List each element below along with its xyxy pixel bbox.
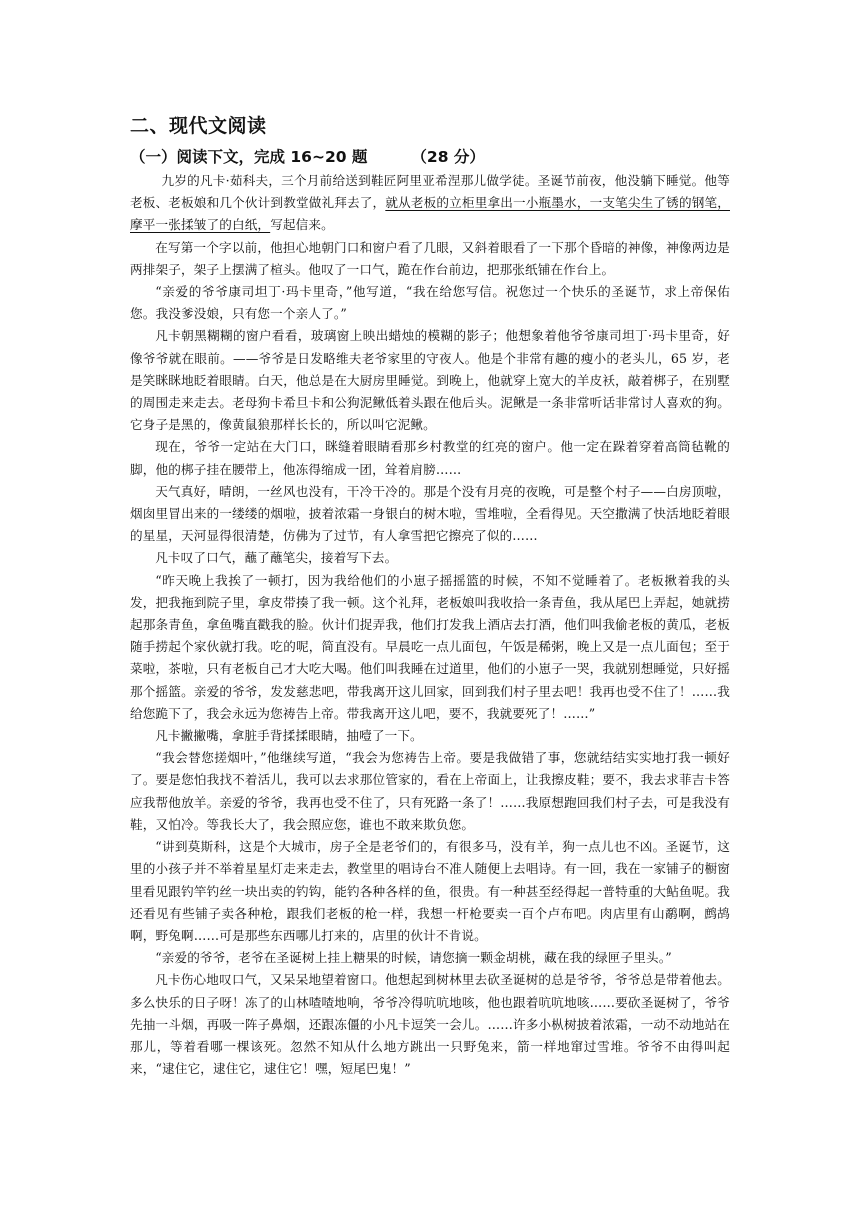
paragraph-5: 现在，爷爷一定站在大门口，眯缝着眼睛看那乡村教堂的红亮的窗户。他一定在跺着穿着高筒毡靴的脚，他的梆子挂在腰带上，他冻得缩成一团，耸着肩膀…… xyxy=(130,439,730,477)
paragraph-1 xyxy=(130,170,730,237)
underlined-passage: 就从老板的立柜里拿出一小瓶墨水，一支笔尖生了锈的钢笔，摩平一张揉皱了的白纸， xyxy=(130,195,730,233)
paragraph-6: 天气真好，晴朗，一丝风也没有，干冷干冷的。那是个没有月亮的夜晚，可是整个村子——白房顶啦，烟囱里冒出来的一缕缕的烟啦，披着浓霜一身银白的树木啦，雪堆啦，全看得见。天空撒满了快活地眨着眼的星星，天河显得很清楚，仿佛为了过节，有人拿雪把它擦亮了似的…… xyxy=(130,483,730,544)
paragraph-10: “我会替您搓烟叶，”他继续写道，“我会为您祷告上帝。要是我做错了事，您就结结实实地打我一顿好了。要是您怕我找不着活儿，我可以去求那位管家的，看在上帝面上，让我擦皮鞋；要不，我去求菲吉卡答应我帮他放羊。亲爱的爷爷，我再也受不住了，只有死路一条了！……我原想跑回我们村子去，可是我没有鞋，又怕冷。等我长大了，我会照应您，谁也不敢来欺负您。 xyxy=(130,750,730,832)
paragraph-1-tail: 写起信来。 xyxy=(270,217,334,233)
paragraph-3: “亲爱的爷爷康司坦丁·玛卡里奇，”他写道，“我在给您写信。祝您过一个快乐的圣诞节，求上帝保佑您。我没爹没娘，只有您一个亲人了。” xyxy=(130,284,730,322)
section-title: 二、现代文阅读 xyxy=(130,115,267,137)
paragraph-4: 凡卡朝黑糊糊的窗户看看，玻璃窗上映出蜡烛的模糊的影子；他想象着他爷爷康司坦丁·玛卡里奇，好像爷爷就在眼前。——爷爷是日发略维夫老爷家里的守夜人。他是个非常有趣的瘦小的老头儿，65 岁，老是笑眯眯地眨着眼睛。白天，他总是在大厨房里睡觉。到晚上，他就穿上宽大的羊皮袄，敲着梆子，在别墅的周围走来走去。老母狗卡希旦卡和公狗泥鳅低着头跟在他后头。泥鳅是一条非常听话非常讨人喜欢的狗。它身子是黑的，像黄鼠狼那样长长的，所以叫它泥鳅。 xyxy=(130,328,730,433)
paragraph-1-lead: 九岁的凡卡·茹科夫，三个月前给送到鞋匠阿里亚希涅那儿做学徒。圣诞节前夜，他没躺下睡觉。他等老板、老板娘和几个伙计到教堂做礼拜去了， xyxy=(130,173,730,211)
paragraph-12: “亲爱的爷爷，老爷在圣诞树上挂上糖果的时候，请您摘一颗金胡桃，藏在我的绿匣子里头。” xyxy=(155,950,672,966)
paragraph-9: 凡卡撇撇嘴，拿脏手背揉揉眼睛，抽噎了一下。 xyxy=(155,728,423,744)
task-score: （28 分） xyxy=(411,148,485,166)
task-title: （一）阅读下文，完成 16~20 题 xyxy=(130,148,368,166)
paragraph-13: 凡卡伤心地叹口气，又呆呆地望着窗口。他想起到树林里去砍圣诞树的总是爷爷，爷爷总是带着他去。多么快乐的日子呀！冻了的山林喳喳地响，爷爷冷得吭吭地咳，他也跟着吭吭地咳……要砍圣诞树了，爷爷先抽一斗烟，再吸一阵子鼻烟，还跟冻僵的小凡卡逗笑一会儿。……许多小枞树披着浓霜，一动不动地站在那儿，等着看哪一棵该死。忽然不知从什么地方跳出一只野兔来，箭一样地窜过雪堆。爷爷不由得叫起来，“逮住它，逮住它，逮住它！嘿，短尾巴鬼！” xyxy=(130,972,730,1077)
paragraph-8: “昨天晚上我挨了一顿打，因为我给他们的小崽子摇摇篮的时候，不知不觉睡着了。老板揪着我的头发，把我拖到院子里，拿皮带揍了我一顿。这个礼拜，老板娘叫我收拾一条青鱼，我从尾巴上弄起，她就捞起那条青鱼，拿鱼嘴直戳我的脸。伙计们捉弄我，他们打发我上酒店去打酒，他们叫我偷老板的黄瓜，老板随手捞起个家伙就打我。吃的呢，简直没有。早晨吃一点儿面包，午饭是稀粥，晚上又是一点儿面包；至于菜啦，茶啦，只有老板自己才大吃大喝。他们叫我睡在过道里，他们的小崽子一哭，我就别想睡觉，只好摇那个摇篮。亲爱的爷爷，发发慈悲吧，带我离开这儿回家，回到我们村子里去吧！我再也受不住了！……我给您跪下了，我会永远为您祷告上帝。带我离开这儿吧，要不，我就要死了！……” xyxy=(130,572,730,721)
paragraph-2: 在写第一个字以前，他担心地朝门口和窗户看了几眼，又斜着眼看了一下那个昏暗的神像，神像两边是两排架子，架子上摆满了楦头。他叹了一口气，跪在作台前边，把那张纸铺在作台上。 xyxy=(130,239,730,277)
document-page xyxy=(130,112,730,1080)
paragraph-7: 凡卡叹了口气，蘸了蘸笔尖，接着写下去。 xyxy=(155,550,398,566)
paragraph-11: “讲到莫斯科，这是个大城市，房子全是老爷们的，有很多马，没有羊，狗一点儿也不凶。圣诞节，这里的小孩子并不举着星星灯走来走去，教堂里的唱诗台不准人随便上去唱诗。有一回，我在一家铺子的橱窗里看见跟钓竿钓丝一块出卖的钓钩，能钓各种各样的鱼，很贵。有一种甚至经得起一普特重的大鲇鱼呢。我还看见有些铺子卖各种枪，跟我们老板的枪一样，我想一杆枪要卖一百个卢布吧。肉店里有山鹬啊，鹧鸪啊，野兔啊……可是那些东西哪儿打来的，店里的伙计不肯说。 xyxy=(130,839,730,943)
task-heading xyxy=(130,146,730,168)
